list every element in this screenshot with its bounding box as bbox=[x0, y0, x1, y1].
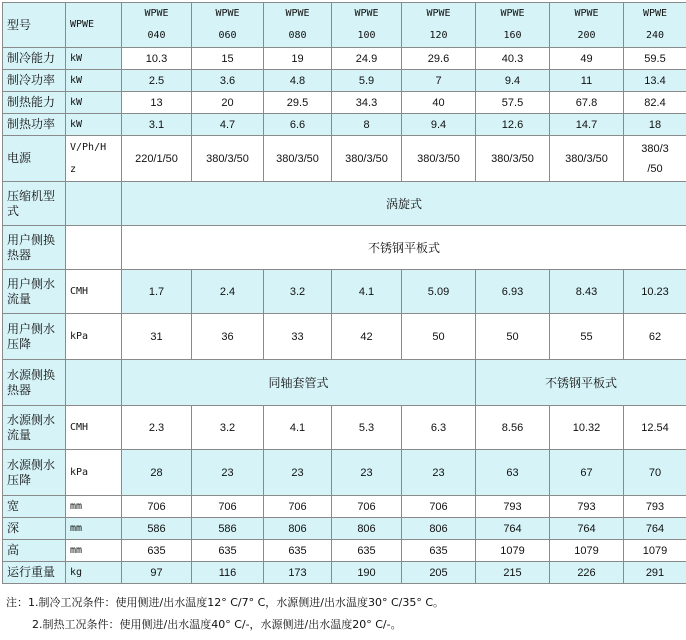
value-cell: 8 bbox=[332, 114, 402, 136]
row-label bbox=[3, 450, 66, 496]
model-prefix: WPWE bbox=[500, 8, 525, 19]
value-cell: 380/3/50 bbox=[192, 136, 264, 182]
value-cell: 10.23 bbox=[624, 270, 686, 314]
label-line: 用户侧水 bbox=[7, 276, 56, 291]
row-compressor-type bbox=[3, 182, 686, 226]
row-source-hx bbox=[3, 360, 686, 406]
model-code: 160 bbox=[503, 30, 522, 41]
unit-line: z bbox=[70, 163, 77, 175]
row-label bbox=[3, 182, 66, 226]
value-cell: 116 bbox=[192, 562, 264, 584]
label-line: 用户侧换 bbox=[7, 232, 56, 247]
value-cell: 82.4 bbox=[624, 92, 686, 114]
model-code: 240 bbox=[645, 30, 665, 41]
value-cell: 8.56 bbox=[476, 406, 550, 450]
row-unit: mm bbox=[66, 518, 122, 540]
row-label bbox=[3, 314, 66, 360]
model-header bbox=[476, 3, 550, 48]
value-cell: 215 bbox=[476, 562, 550, 584]
value-cell: 806 bbox=[332, 518, 402, 540]
value-cell: 3.1 bbox=[122, 114, 192, 136]
row-unit: kPa bbox=[66, 314, 122, 360]
row-label: 电源 bbox=[3, 136, 66, 182]
model-code: 080 bbox=[288, 30, 307, 41]
value-cell: 28 bbox=[122, 450, 192, 496]
row-source-pressure-drop bbox=[3, 450, 686, 496]
model-code: 120 bbox=[429, 30, 448, 41]
value-cell: 5.3 bbox=[332, 406, 402, 450]
value-cell: 793 bbox=[550, 496, 624, 518]
value-cell: 14.7 bbox=[550, 114, 624, 136]
value-cell: 635 bbox=[402, 540, 476, 562]
value-cell: 205 bbox=[402, 562, 476, 584]
value-cell: 6.6 bbox=[264, 114, 332, 136]
value-cell: 2.5 bbox=[122, 70, 192, 92]
value-cell: 23 bbox=[264, 450, 332, 496]
value-cell: 40 bbox=[402, 92, 476, 114]
row-label: 宽 bbox=[3, 496, 66, 518]
value-cell: 635 bbox=[192, 540, 264, 562]
row-unit: kg bbox=[66, 562, 122, 584]
value-cell: 291 bbox=[624, 562, 686, 584]
value-cell: 226 bbox=[550, 562, 624, 584]
row-weight bbox=[3, 562, 686, 584]
value-cell: 40.3 bbox=[476, 48, 550, 70]
value-cell: 706 bbox=[122, 496, 192, 518]
value-cell: 55 bbox=[550, 314, 624, 360]
value-cell: 2.3 bbox=[122, 406, 192, 450]
model-prefix: WPWE bbox=[426, 8, 451, 19]
value-cell: 5.09 bbox=[402, 270, 476, 314]
model-prefix: WPWE bbox=[215, 8, 240, 19]
model-header bbox=[402, 3, 476, 48]
model-header bbox=[264, 3, 332, 48]
model-header bbox=[332, 3, 402, 48]
value-cell: 1079 bbox=[624, 540, 686, 562]
value-cell: 10.3 bbox=[122, 48, 192, 70]
value-cell: 8.43 bbox=[550, 270, 624, 314]
header-row bbox=[3, 3, 686, 48]
row-cooling-capacity bbox=[3, 48, 686, 70]
value-cell: 793 bbox=[624, 496, 686, 518]
value-cell: 6.3 bbox=[402, 406, 476, 450]
footnote-heating: 2.制热工况条件：使用侧进/出水温度40° C/-，水源侧进/出水温度20° C/-。 bbox=[32, 618, 402, 631]
footnotes bbox=[6, 592, 682, 636]
label-line: 水源侧水 bbox=[7, 412, 56, 427]
value-cell: 42 bbox=[332, 314, 402, 360]
span-value: 不锈钢平板式 bbox=[476, 360, 686, 406]
row-depth bbox=[3, 518, 686, 540]
value-cell: 764 bbox=[476, 518, 550, 540]
label-line: 水源侧水 bbox=[7, 457, 56, 472]
value-cell: 380/3/50 bbox=[402, 136, 476, 182]
row-width bbox=[3, 496, 686, 518]
value-cell: 380/3/50 bbox=[550, 136, 624, 182]
value-cell: 380/3/50 bbox=[264, 136, 332, 182]
value-cell: 2.4 bbox=[192, 270, 264, 314]
value-cell: 49 bbox=[550, 48, 624, 70]
value-cell: 33 bbox=[264, 314, 332, 360]
row-label: 制冷能力 bbox=[3, 48, 66, 70]
unit-header: WPWE bbox=[66, 3, 122, 48]
value-cell: 586 bbox=[122, 518, 192, 540]
value-cell: 1079 bbox=[476, 540, 550, 562]
value-cell: 706 bbox=[332, 496, 402, 518]
model-code: 200 bbox=[577, 30, 596, 41]
row-label bbox=[3, 270, 66, 314]
footnote-cooling: 注：1.制冷工况条件：使用侧进/出水温度12° C/7° C，水源侧进/出水温度30° C/35° C。 bbox=[6, 596, 445, 609]
value-cell: 50 bbox=[402, 314, 476, 360]
value-cell: 97 bbox=[122, 562, 192, 584]
value-cell: 11 bbox=[550, 70, 624, 92]
value-cell: 34.3 bbox=[332, 92, 402, 114]
row-user-flow bbox=[3, 270, 686, 314]
value-cell: 4.8 bbox=[264, 70, 332, 92]
model-header bbox=[624, 3, 686, 48]
row-label: 运行重量 bbox=[3, 562, 66, 584]
model-header bbox=[122, 3, 192, 48]
value-cell: 173 bbox=[264, 562, 332, 584]
value-cell: 62 bbox=[624, 314, 686, 360]
value-cell: 19 bbox=[264, 48, 332, 70]
row-label bbox=[3, 226, 66, 270]
row-unit: mm bbox=[66, 496, 122, 518]
value-cell: 12.54 bbox=[624, 406, 686, 450]
row-unit bbox=[66, 182, 122, 226]
row-unit bbox=[66, 226, 122, 270]
value-cell: 635 bbox=[332, 540, 402, 562]
label-line: 水源侧换 bbox=[7, 367, 56, 382]
value-cell: 59.5 bbox=[624, 48, 686, 70]
spec-table bbox=[2, 2, 686, 584]
row-unit: kW bbox=[66, 92, 122, 114]
value-cell: 806 bbox=[402, 518, 476, 540]
row-label: 高 bbox=[3, 540, 66, 562]
row-unit bbox=[66, 136, 122, 182]
model-prefix: WPWE bbox=[574, 8, 599, 19]
row-height bbox=[3, 540, 686, 562]
model-code: 100 bbox=[357, 30, 376, 41]
value-cell: 6.93 bbox=[476, 270, 550, 314]
value-cell: 23 bbox=[402, 450, 476, 496]
value-cell: 1079 bbox=[550, 540, 624, 562]
row-heating-capacity bbox=[3, 92, 686, 114]
row-label: 制热功率 bbox=[3, 114, 66, 136]
label-line: 热器 bbox=[7, 382, 32, 397]
value-cell: 764 bbox=[624, 518, 686, 540]
model-header bbox=[550, 3, 624, 48]
value-cell: 4.1 bbox=[264, 406, 332, 450]
row-heating-power bbox=[3, 114, 686, 136]
label-line: 流量 bbox=[7, 291, 32, 306]
value-cell: 13 bbox=[122, 92, 192, 114]
value-cell: 13.4 bbox=[624, 70, 686, 92]
value-cell: 5.9 bbox=[332, 70, 402, 92]
label-line: 压缩机型 bbox=[7, 188, 56, 203]
value-cell: 380/3/50 bbox=[476, 136, 550, 182]
model-prefix: WPWE bbox=[285, 8, 310, 19]
row-unit: kW bbox=[66, 114, 122, 136]
model-prefix: WPWE bbox=[354, 8, 379, 19]
row-unit: kPa bbox=[66, 450, 122, 496]
span-value: 不锈钢平板式 bbox=[122, 226, 686, 270]
row-user-hx bbox=[3, 226, 686, 270]
value-cell: 63 bbox=[476, 450, 550, 496]
label-line: 压降 bbox=[7, 472, 32, 487]
label-line: 流量 bbox=[7, 427, 32, 442]
model-prefix: WPWE bbox=[144, 8, 169, 19]
value-cell: 20 bbox=[192, 92, 264, 114]
param-header: 型号 bbox=[3, 3, 66, 48]
row-label: 深 bbox=[3, 518, 66, 540]
row-unit: mm bbox=[66, 540, 122, 562]
span-value: 同轴套管式 bbox=[122, 360, 476, 406]
value-cell: 706 bbox=[402, 496, 476, 518]
value-cell: 29.5 bbox=[264, 92, 332, 114]
value-cell: 4.7 bbox=[192, 114, 264, 136]
row-label: 制热能力 bbox=[3, 92, 66, 114]
value-cell: 586 bbox=[192, 518, 264, 540]
row-cooling-power bbox=[3, 70, 686, 92]
value-cell: 29.6 bbox=[402, 48, 476, 70]
row-label bbox=[3, 360, 66, 406]
row-power-supply bbox=[3, 136, 686, 182]
model-code: 060 bbox=[218, 30, 237, 41]
value-cell: 23 bbox=[332, 450, 402, 496]
value-cell: 3.2 bbox=[264, 270, 332, 314]
row-unit: CMH bbox=[66, 270, 122, 314]
value-cell: 10.32 bbox=[550, 406, 624, 450]
value-cell: 3.6 bbox=[192, 70, 264, 92]
value-line: 380/3 bbox=[641, 142, 669, 155]
value-cell: 9.4 bbox=[476, 70, 550, 92]
value-cell: 706 bbox=[264, 496, 332, 518]
value-cell: 220/1/50 bbox=[122, 136, 192, 182]
span-value: 涡旋式 bbox=[122, 182, 686, 226]
value-cell bbox=[624, 136, 686, 182]
model-code: 040 bbox=[147, 30, 166, 41]
value-cell: 57.5 bbox=[476, 92, 550, 114]
value-cell: 3.2 bbox=[192, 406, 264, 450]
value-cell: 806 bbox=[264, 518, 332, 540]
value-cell: 9.4 bbox=[402, 114, 476, 136]
value-cell: 23 bbox=[192, 450, 264, 496]
row-unit: CMH bbox=[66, 406, 122, 450]
row-unit bbox=[66, 360, 122, 406]
value-cell: 380/3/50 bbox=[332, 136, 402, 182]
value-cell: 36 bbox=[192, 314, 264, 360]
label-line: 压降 bbox=[7, 336, 32, 351]
value-cell: 706 bbox=[192, 496, 264, 518]
value-cell: 4.1 bbox=[332, 270, 402, 314]
value-cell: 764 bbox=[550, 518, 624, 540]
value-cell: 67 bbox=[550, 450, 624, 496]
value-cell: 12.6 bbox=[476, 114, 550, 136]
value-cell: 793 bbox=[476, 496, 550, 518]
row-unit: kW bbox=[66, 48, 122, 70]
model-header bbox=[192, 3, 264, 48]
value-line: /50 bbox=[647, 162, 663, 175]
row-user-pressure-drop bbox=[3, 314, 686, 360]
value-cell: 190 bbox=[332, 562, 402, 584]
label-line: 热器 bbox=[7, 247, 32, 262]
value-cell: 635 bbox=[264, 540, 332, 562]
value-cell: 18 bbox=[624, 114, 686, 136]
value-cell: 7 bbox=[402, 70, 476, 92]
value-cell: 1.7 bbox=[122, 270, 192, 314]
row-unit: kW bbox=[66, 70, 122, 92]
value-cell: 31 bbox=[122, 314, 192, 360]
row-source-flow bbox=[3, 406, 686, 450]
value-cell: 70 bbox=[624, 450, 686, 496]
row-label bbox=[3, 406, 66, 450]
value-cell: 24.9 bbox=[332, 48, 402, 70]
value-cell: 67.8 bbox=[550, 92, 624, 114]
model-prefix: WPWE bbox=[642, 8, 668, 19]
value-cell: 15 bbox=[192, 48, 264, 70]
value-cell: 50 bbox=[476, 314, 550, 360]
row-label: 制冷功率 bbox=[3, 70, 66, 92]
label-line: 用户侧水 bbox=[7, 321, 56, 336]
value-cell: 635 bbox=[122, 540, 192, 562]
unit-line: V/Ph/H bbox=[70, 141, 107, 153]
label-line: 式 bbox=[7, 203, 20, 218]
